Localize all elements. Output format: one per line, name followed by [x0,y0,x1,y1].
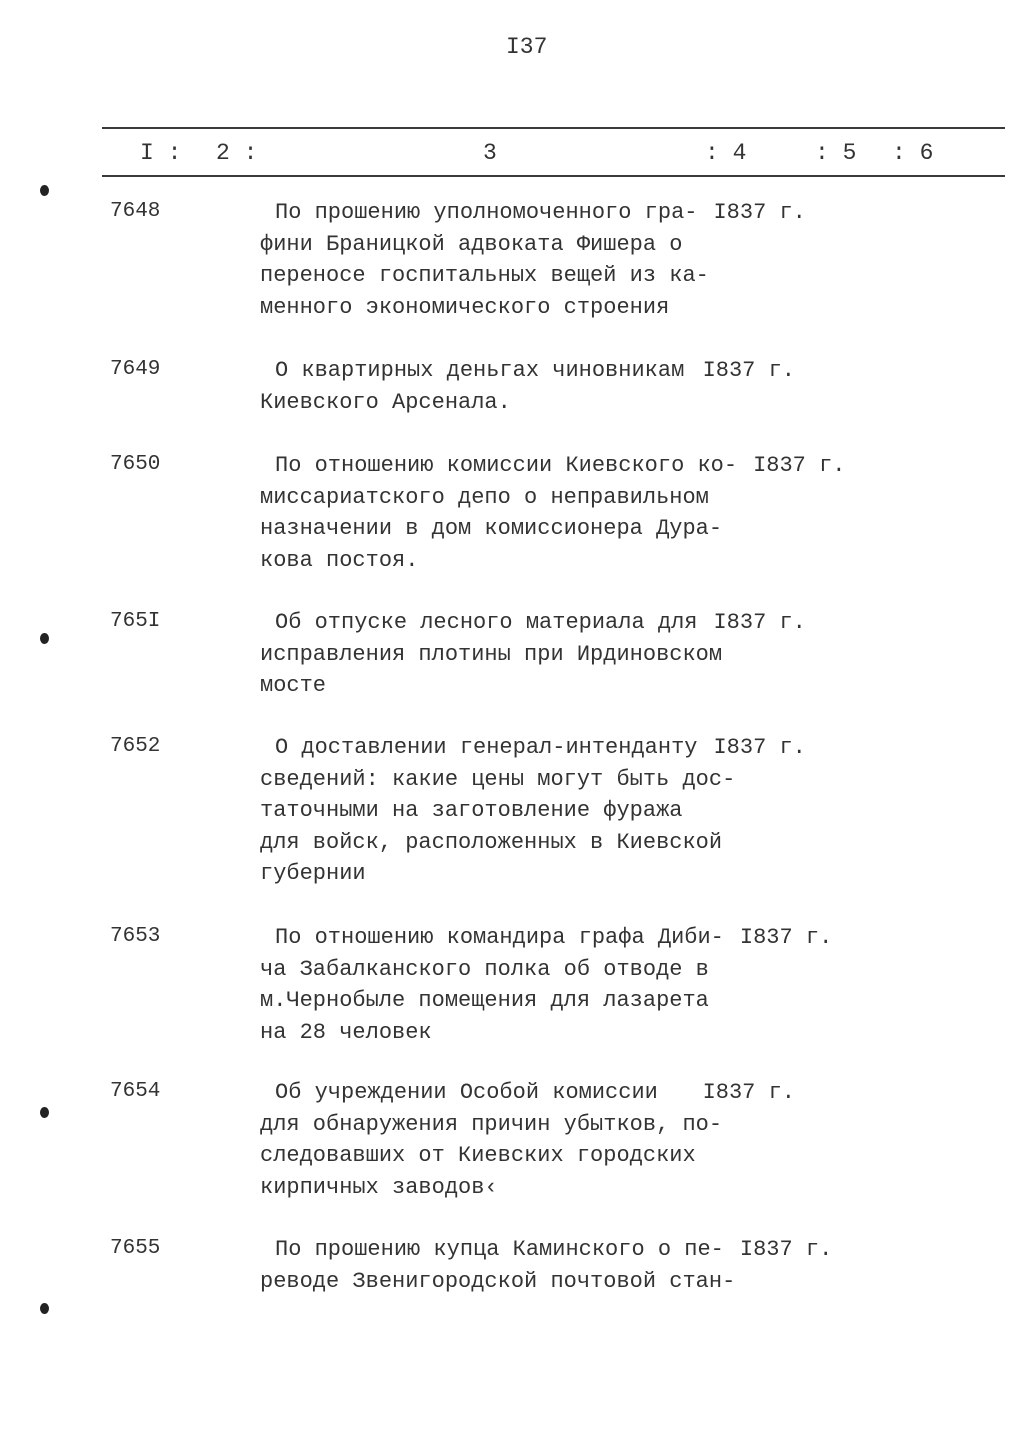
record-number: 7648 [110,200,161,223]
record-description-line: менного экономического строения [260,294,670,320]
record-first-row [275,610,806,635]
record-description-line: переносе госпитальных вещей из ка- [260,263,709,288]
record-year: I837 г. [713,610,806,635]
record-number: 765I [110,610,161,633]
record-description-line: По прошению уполномоченного гра- [275,200,698,225]
record-number: 7654 [110,1080,161,1103]
record-year: I837 г. [702,1080,795,1105]
record-first-row [275,925,833,950]
record-description-line: миссариатского депо о неправильном [260,484,709,510]
record-number: 7655 [110,1237,161,1260]
record-year: I837 г. [739,1237,833,1262]
record-description-line: м.Чернобыле помещения для лазарета [260,988,709,1013]
column-header-3: 3 [483,140,497,166]
column-header-5: : 5 [815,140,857,166]
record-first-row [275,735,806,760]
record-description-line: О доставлении генерал-интенданту [275,735,698,760]
column-header-4: : 4 [705,140,747,166]
record-description-line: ча Забалканского полка об отводе в [260,956,709,982]
record-number: 7650 [110,453,161,476]
record-description-line: Киевского Арсенала. [260,389,511,415]
record-description-line: сведений: какие цены могут быть дос- [260,766,736,792]
record-first-row [275,200,806,225]
record-description-line: О квартирных деньгах чиновникам [275,358,685,383]
record-year: I837 г. [713,735,806,760]
record-year: I837 г. [702,358,795,383]
record-description-line: Об учреждении Особой комиссии [275,1080,658,1105]
column-header-1: I : [140,140,182,166]
record-number: 7653 [110,925,161,948]
record-description-line: реводе Звенигородской почтовой стан- [260,1268,736,1294]
record-description-line: По отношению комиссии Киевского ко- [275,453,738,478]
record-description-line: для обнаружения причин убытков, по- [260,1111,723,1137]
record-year: I837 г. [753,453,846,478]
record-description-line: таточными на заготовление фуража [260,798,683,823]
record-description-line: для войск, расположенных в Киевской [260,829,723,855]
record-description-line: губернии [260,861,366,886]
column-header-2: 2 : [216,140,258,166]
record-first-row [275,1080,795,1105]
record-description-line: фини Браницкой адвоката Фишера о [260,231,683,257]
record-first-row [275,453,846,478]
record-year: I837 г. [739,925,833,950]
record-first-row [275,1237,833,1262]
punch-hole [40,633,49,644]
record-description-line: Об отпуске лесного материала для [275,610,698,635]
record-description-line: кирпичных заводов‹ [260,1174,498,1200]
record-number: 7649 [110,358,161,381]
record-description-line: По отношению командира графа Диби- [275,925,724,950]
spacer [666,1080,695,1105]
header-bottom-rule [102,175,1005,177]
record-first-row [275,358,795,383]
record-description-line: на 28 человек [260,1019,432,1045]
record-number: 7652 [110,735,161,758]
record-description-line: кова постоя. [260,547,419,573]
record-description-line: назначении в дом комиссионера Дура- [260,516,723,541]
punch-hole [40,1107,49,1118]
record-description-line: следовавших от Киевских городских [260,1143,696,1168]
page-number: I37 [506,34,548,60]
record-description-line: По прошению купца Каминского о пе- [275,1237,724,1262]
record-year: I837 г. [713,200,806,225]
record-description-line: исправления плотины при Ирдиновском [260,641,723,667]
record-description-line: мосте [260,673,327,698]
header-top-rule [102,127,1005,129]
column-header-6: : 6 [892,140,934,166]
punch-hole [40,185,49,196]
spacer [692,358,694,383]
punch-hole [40,1303,49,1314]
